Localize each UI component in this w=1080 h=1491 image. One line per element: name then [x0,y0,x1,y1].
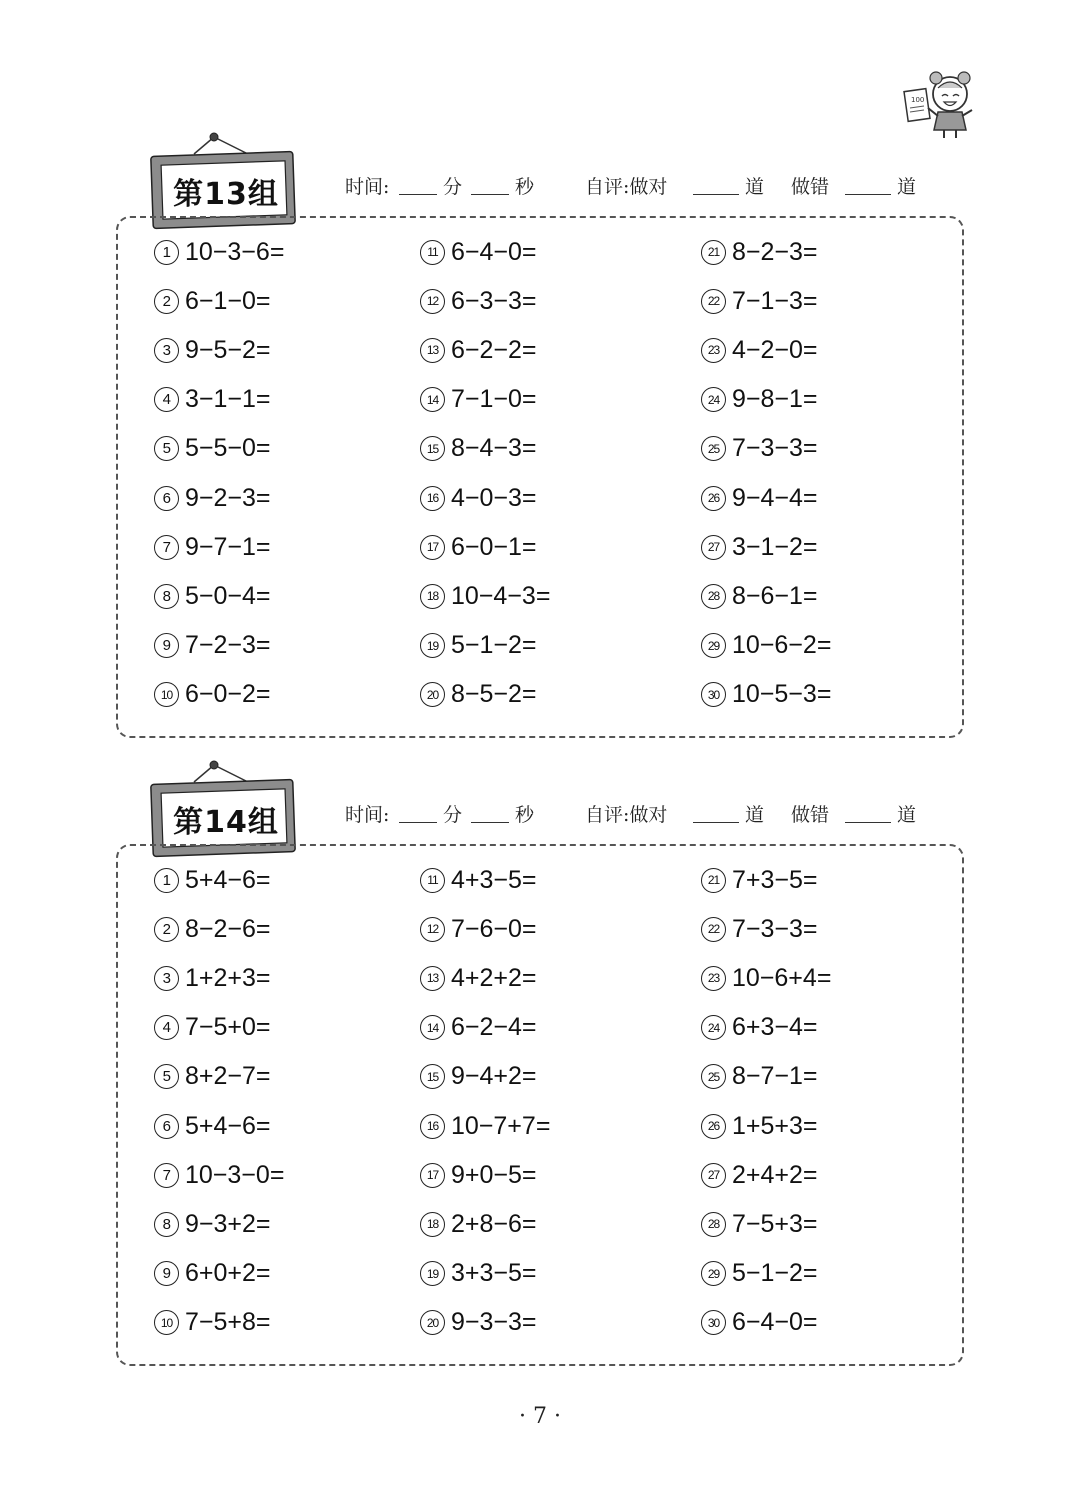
problem-item [420,1306,537,1340]
problem-item [154,383,271,417]
time-and-score-line [345,172,985,202]
problem-number: 12 [420,917,445,942]
problem-expression: 4+3−5= [451,865,537,894]
problem-number: 25 [701,436,726,461]
problem-number: 6 [154,486,179,511]
problem-expression: 9−8−1= [732,385,818,414]
problem-number: 23 [701,338,726,363]
wrong-unit-label: 道 [897,804,917,826]
problem-number: 28 [701,1212,726,1237]
problem-item [420,1207,537,1241]
problem-item [701,481,818,515]
problem-expression: 6+0+2= [185,1259,271,1288]
problem-expression: 5−1−2= [451,631,537,660]
problem-expression: 9−4−4= [732,483,818,512]
time-and-score-line [345,800,985,830]
problem-expression: 9−3−3= [451,1308,537,1337]
problem-item [154,912,271,946]
problem-item [701,961,831,995]
problem-expression: 6−1−0= [185,286,271,315]
problem-expression: 9−4+2= [451,1062,537,1091]
problem-number: 25 [701,1064,726,1089]
problem-item [420,1060,537,1094]
wrong-label: 做错 [791,176,830,198]
problem-expression: 8−2−6= [185,914,271,943]
problem-number: 19 [420,633,445,658]
problem-expression: 6−4−0= [732,1308,818,1337]
mascot-sign-text: 100 [911,96,925,104]
problem-number: 8 [154,1212,179,1237]
problem-item [154,235,284,269]
problem-item [420,235,537,269]
wrong-unit-label: 道 [897,176,917,198]
problem-item [420,678,537,712]
problem-item [154,333,271,367]
problem-expression: 9−2−3= [185,483,271,512]
wrong-count-blank[interactable] [845,194,891,195]
self-eval-correct-label: 自评:做对 [585,804,668,826]
problem-panel [116,844,964,1366]
problem-expression: 6−0−2= [185,680,271,709]
problem-expression: 10−6−2= [732,631,832,660]
problem-expression: 8−7−1= [732,1062,818,1091]
problem-number: 12 [420,289,445,314]
problem-expression: 9+0−5= [451,1160,537,1189]
problem-item [701,1158,818,1192]
problem-number: 16 [420,1114,445,1139]
problem-number: 22 [701,289,726,314]
seconds-label: 秒 [515,176,535,198]
problem-number: 13 [420,966,445,991]
problem-number: 21 [701,240,726,265]
problem-number: 7 [154,1163,179,1188]
problem-expression: 5−5−0= [185,434,271,463]
problem-expression: 6−0−1= [451,532,537,561]
problem-expression: 7−6−0= [451,914,537,943]
problem-expression: 5+4−6= [185,1111,271,1140]
problem-expression: 7−3−3= [732,434,818,463]
problem-number: 20 [420,1310,445,1335]
correct-count-blank[interactable] [693,194,739,195]
problem-number: 23 [701,966,726,991]
correct-count-blank[interactable] [693,822,739,823]
problem-number: 28 [701,584,726,609]
problem-expression: 9−7−1= [185,532,271,561]
problem-expression: 7−2−3= [185,631,271,660]
problem-item [701,333,818,367]
minutes-blank[interactable] [399,194,437,195]
problem-number: 19 [420,1261,445,1286]
problem-item [154,629,271,663]
problem-item [701,1306,818,1340]
problem-expression: 1+2+3= [185,963,271,992]
problem-item [701,1060,818,1094]
problem-number: 26 [701,1114,726,1139]
problem-item [154,1306,271,1340]
minutes-blank[interactable] [399,822,437,823]
problem-number: 9 [154,633,179,658]
problem-item [420,1158,537,1192]
problem-number: 30 [701,682,726,707]
problem-item [154,1109,271,1143]
problem-number: 24 [701,387,726,412]
problem-expression: 8−6−1= [732,581,818,610]
correct-unit-label: 道 [745,176,765,198]
problem-expression: 7−5+3= [732,1209,818,1238]
problem-number: 5 [154,1064,179,1089]
problem-item [154,1158,284,1192]
problem-expression: 6−2−2= [451,335,537,364]
problem-expression: 10−3−0= [185,1160,285,1189]
problem-number: 6 [154,1114,179,1139]
seconds-blank[interactable] [471,822,509,823]
problem-expression: 10−7+7= [451,1111,551,1140]
problem-expression: 1+5+3= [732,1111,818,1140]
girl-holding-100-paper-icon [898,68,982,140]
problem-item [420,333,537,367]
problem-expression: 5−1−2= [732,1259,818,1288]
problem-expression: 5+4−6= [185,865,271,894]
problem-expression: 6−4−0= [451,237,537,266]
problem-number: 14 [420,387,445,412]
problem-item [701,235,818,269]
wrong-label: 做错 [791,804,830,826]
problem-expression: 9−3+2= [185,1209,271,1238]
problem-item [701,1011,818,1045]
problem-expression: 8+2−7= [185,1062,271,1091]
minutes-label: 分 [443,176,463,198]
problem-number: 16 [420,486,445,511]
problem-number: 29 [701,1261,726,1286]
time-label: 时间: [345,176,390,198]
minutes-label: 分 [443,804,463,826]
problem-number: 1 [154,240,179,265]
problem-expression: 7−1−0= [451,385,537,414]
problem-expression: 6−3−3= [451,286,537,315]
problem-item [154,1257,271,1291]
problem-item [154,432,271,466]
problem-number: 15 [420,436,445,461]
problem-item [701,678,831,712]
problem-item [420,961,537,995]
problem-item [154,481,271,515]
problem-item [154,579,271,613]
problem-number: 18 [420,1212,445,1237]
seconds-blank[interactable] [471,194,509,195]
problem-number: 18 [420,584,445,609]
problem-panel [116,216,964,738]
problem-item [420,1109,550,1143]
problem-expression: 10−5−3= [732,680,832,709]
problem-item [701,912,818,946]
problem-item [420,863,537,897]
problem-expression: 3+3−5= [451,1259,537,1288]
problem-item [701,1109,818,1143]
problem-expression: 10−4−3= [451,581,551,610]
problem-number: 21 [701,868,726,893]
problem-number: 13 [420,338,445,363]
problem-expression: 7+3−5= [732,865,818,894]
problem-item [420,1011,537,1045]
problem-number: 10 [154,1310,179,1335]
group-title: 第13组 [173,177,279,212]
seconds-label: 秒 [515,804,535,826]
problem-item [420,284,537,318]
problem-item [420,579,550,613]
problem-number: 14 [420,1015,445,1040]
problem-item [701,432,818,466]
problem-expression: 7−5+0= [185,1013,271,1042]
problem-number: 2 [154,917,179,942]
problem-number: 15 [420,1064,445,1089]
problem-item [154,1207,271,1241]
problem-item [420,432,537,466]
problem-expression: 10−3−6= [185,237,285,266]
problem-number: 27 [701,535,726,560]
problem-expression: 8−4−3= [451,434,537,463]
problem-item [701,383,818,417]
problem-expression: 4−0−3= [451,483,537,512]
problem-item [154,530,271,564]
problem-expression: 6−2−4= [451,1013,537,1042]
problem-number: 5 [154,436,179,461]
problem-number: 17 [420,1163,445,1188]
problem-item [701,1207,818,1241]
problem-number: 17 [420,535,445,560]
problem-expression: 6+3−4= [732,1013,818,1042]
problem-item [420,481,537,515]
problem-item [154,284,271,318]
problem-number: 3 [154,966,179,991]
problem-item [701,863,818,897]
problem-number: 4 [154,1015,179,1040]
problem-expression: 7−1−3= [732,286,818,315]
problem-number: 1 [154,868,179,893]
problem-expression: 7−3−3= [732,914,818,943]
problem-number: 3 [154,338,179,363]
group-title: 第14组 [173,805,279,840]
problem-expression: 3−1−2= [732,532,818,561]
problem-item [701,579,818,613]
problem-number: 26 [701,486,726,511]
problem-expression: 10−6+4= [732,963,832,992]
problem-expression: 4+2+2= [451,963,537,992]
problem-expression: 7−5+8= [185,1308,271,1337]
problem-expression: 3−1−1= [185,385,271,414]
problem-number: 9 [154,1261,179,1286]
problem-item [420,629,537,663]
problem-number: 11 [420,240,445,265]
wrong-count-blank[interactable] [845,822,891,823]
problem-item [154,863,271,897]
problem-number: 30 [701,1310,726,1335]
problem-expression: 4−2−0= [732,335,818,364]
problem-number: 10 [154,682,179,707]
problem-number: 27 [701,1163,726,1188]
problem-item [420,912,537,946]
problem-number: 7 [154,535,179,560]
time-label: 时间: [345,804,390,826]
problem-number: 2 [154,289,179,314]
problem-item [701,284,818,318]
problem-expression: 5−0−4= [185,581,271,610]
problem-expression: 2+8−6= [451,1209,537,1238]
problem-item [420,530,537,564]
problem-number: 11 [420,868,445,893]
self-eval-correct-label: 自评:做对 [585,176,668,198]
page-number: · 7 · [519,1404,561,1429]
correct-unit-label: 道 [745,804,765,826]
problem-number: 22 [701,917,726,942]
problem-number: 4 [154,387,179,412]
problem-item [154,961,271,995]
problem-expression: 2+4+2= [732,1160,818,1189]
problem-item [420,1257,537,1291]
problem-item [154,1060,271,1094]
problem-item [154,678,271,712]
problem-item [154,1011,271,1045]
problem-item [701,629,831,663]
problem-item [701,530,818,564]
problem-number: 29 [701,633,726,658]
problem-number: 8 [154,584,179,609]
problem-number: 24 [701,1015,726,1040]
problem-expression: 8−2−3= [732,237,818,266]
problem-item [701,1257,818,1291]
problem-expression: 8−5−2= [451,680,537,709]
problem-expression: 9−5−2= [185,335,271,364]
problem-item [420,383,537,417]
problem-number: 20 [420,682,445,707]
